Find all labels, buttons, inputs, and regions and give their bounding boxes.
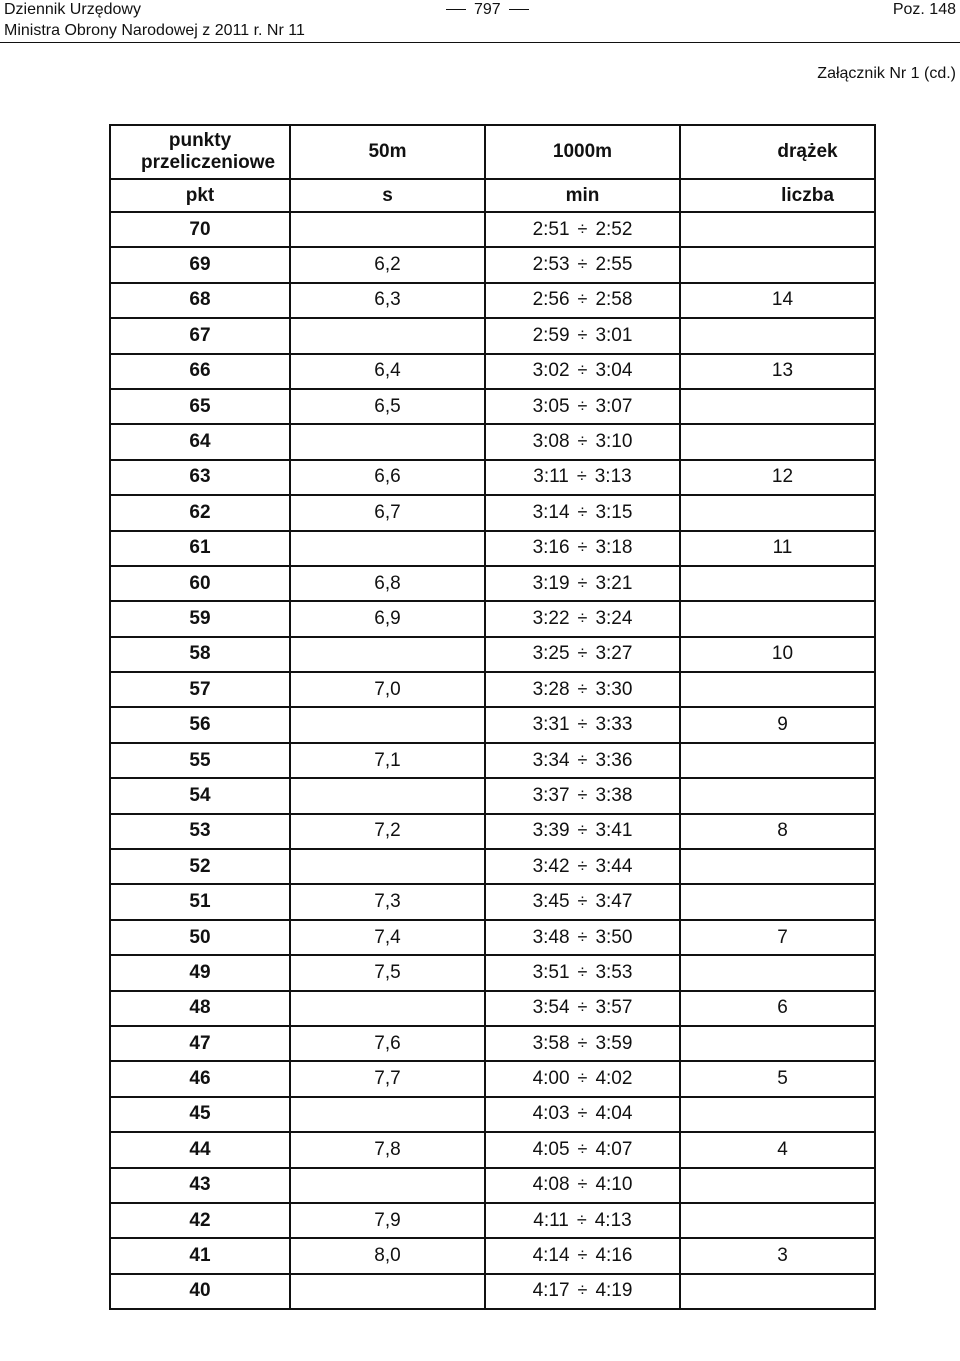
page-number-dash-right [509,9,529,10]
range-to: 2:58 [595,289,633,311]
cell-1000m-range [485,424,680,459]
range-divider-icon: ÷ [577,1280,588,1301]
range-to: 3:33 [595,714,633,736]
table-row [110,495,875,530]
cell-points: 52 [110,849,290,884]
cell-1000m-range [485,1026,680,1061]
range-to: 3:15 [595,501,633,523]
range-to: 4:19 [595,1280,633,1302]
cell-50m-seconds: 7,8 [290,1132,485,1167]
range-from: 3:51 [532,961,570,983]
range-from: 3:14 [532,501,570,523]
cell-50m-seconds: 6,5 [290,389,485,424]
cell-1000m-range [485,354,680,389]
cell-points: 68 [110,283,290,318]
cell-50m-seconds: 7,3 [290,884,485,919]
cell-points: 51 [110,884,290,919]
cell-points: 58 [110,637,290,672]
range-divider-icon: ÷ [577,820,588,841]
cell-points: 59 [110,601,290,636]
table-row [110,1238,875,1273]
cell-1000m-range [485,389,680,424]
range-from: 3:05 [532,395,570,417]
range-divider-icon: ÷ [577,395,588,416]
page-number-block [438,0,537,19]
cell-bar-count [680,1203,875,1238]
cell-1000m-range [485,849,680,884]
range-divider-icon: ÷ [577,360,588,381]
range-from: 4:17 [532,1280,570,1302]
range-from: 3:02 [532,360,570,382]
cell-50m-seconds [290,778,485,813]
range-divider-icon: ÷ [577,891,588,912]
cell-points: 55 [110,743,290,778]
range-to: 3:47 [595,891,633,913]
cell-1000m-range [485,460,680,495]
range-to: 3:36 [595,749,633,771]
range-divider-icon: ÷ [577,749,588,770]
range-from: 2:56 [532,289,570,311]
header-points: punkty przeliczeniowe [110,125,290,179]
cell-1000m-range [485,1203,680,1238]
range-to: 2:52 [595,218,633,240]
cell-1000m-range [485,1132,680,1167]
cell-1000m-range [485,318,680,353]
cell-bar-count [680,1026,875,1061]
range-from: 3:11 [533,466,569,488]
cell-bar-count: 6 [680,991,875,1026]
cell-bar-count [680,212,875,247]
cell-points: 63 [110,460,290,495]
cell-points: 45 [110,1097,290,1132]
cell-50m-seconds [290,1274,485,1309]
range-to: 3:57 [595,997,633,1019]
cell-bar-count [680,672,875,707]
range-to: 3:01 [595,324,633,346]
range-divider-icon: ÷ [577,926,588,947]
cell-points: 57 [110,672,290,707]
cell-points: 40 [110,1274,290,1309]
cell-50m-seconds: 6,4 [290,354,485,389]
table-row [110,1274,875,1309]
cell-points: 60 [110,566,290,601]
cell-1000m-range [485,884,680,919]
cell-50m-seconds [290,212,485,247]
cell-50m-seconds [290,424,485,459]
cell-1000m-range [485,920,680,955]
cell-points: 42 [110,1203,290,1238]
cell-points: 48 [110,991,290,1026]
range-divider-icon: ÷ [576,1209,587,1230]
score-table [109,124,876,1310]
range-to: 3:50 [595,926,633,948]
attachment-label: Załącznik Nr 1 (cd.) [817,65,956,82]
cell-1000m-range [485,212,680,247]
range-to: 3:30 [595,678,633,700]
header-1000m: 1000m [485,125,680,179]
cell-1000m-range [485,601,680,636]
cell-points: 66 [110,354,290,389]
cell-points: 46 [110,1061,290,1096]
range-to: 3:59 [595,1032,633,1054]
cell-1000m-range [485,495,680,530]
cell-points: 44 [110,1132,290,1167]
range-divider-icon: ÷ [577,572,588,593]
range-to: 4:13 [594,1209,632,1231]
range-divider-icon: ÷ [577,607,588,628]
range-divider-icon: ÷ [577,997,588,1018]
range-to: 4:04 [595,1103,633,1125]
range-to: 2:55 [595,254,633,276]
table-row [110,318,875,353]
cell-points: 43 [110,1168,290,1203]
table-row [110,460,875,495]
table-row [110,1097,875,1132]
table-row [110,424,875,459]
range-from: 3:39 [532,820,570,842]
cell-bar-count: 9 [680,707,875,742]
cell-1000m-range [485,672,680,707]
cell-bar-count: 4 [680,1132,875,1167]
range-from: 2:53 [532,254,570,276]
range-to: 3:07 [595,395,633,417]
cell-1000m-range [485,1097,680,1132]
table-row [110,1026,875,1061]
range-divider-icon: ÷ [577,1174,588,1195]
table-row [110,1061,875,1096]
range-to: 3:24 [595,607,633,629]
range-from: 3:16 [532,537,570,559]
cell-1000m-range [485,531,680,566]
cell-points: 65 [110,389,290,424]
range-from: 3:08 [532,431,570,453]
range-to: 4:02 [595,1068,633,1090]
range-from: 3:54 [532,997,570,1019]
cell-1000m-range [485,1168,680,1203]
table-body [110,212,875,1309]
cell-bar-count [680,743,875,778]
header-row [110,125,875,179]
cell-1000m-range [485,814,680,849]
range-to: 3:27 [595,643,633,665]
range-to: 3:41 [595,820,633,842]
cell-bar-count [680,1274,875,1309]
cell-1000m-range [485,247,680,282]
range-to: 4:07 [595,1138,633,1160]
range-to: 3:04 [595,360,633,382]
range-from: 3:58 [532,1032,570,1054]
unit-1000m: min [485,179,680,212]
cell-50m-seconds: 7,2 [290,814,485,849]
cell-points: 69 [110,247,290,282]
range-from: 2:59 [532,324,570,346]
range-to: 3:21 [595,572,633,594]
journal-title: Dziennik Urzędowy [4,1,141,18]
range-from: 4:05 [532,1138,570,1160]
range-divider-icon: ÷ [577,1068,588,1089]
table-row [110,212,875,247]
cell-1000m-range [485,707,680,742]
cell-50m-seconds: 6,7 [290,495,485,530]
header-50m: 50m [290,125,485,179]
cell-50m-seconds [290,318,485,353]
table-row [110,283,875,318]
ministry-title: Ministra Obrony Narodowej z 2011 r. Nr 11 [4,22,305,39]
cell-bar-count: 3 [680,1238,875,1273]
cell-bar-count [680,1097,875,1132]
cell-1000m-range [485,283,680,318]
range-divider-icon: ÷ [577,784,588,805]
cell-bar-count [680,601,875,636]
range-from: 3:45 [532,891,570,913]
table-row [110,778,875,813]
cell-50m-seconds [290,849,485,884]
cell-points: 41 [110,1238,290,1273]
cell-1000m-range [485,1061,680,1096]
table-row [110,814,875,849]
range-to: 3:38 [595,784,633,806]
cell-50m-seconds: 7,7 [290,1061,485,1096]
cell-bar-count: 14 [680,283,875,318]
page-number: 797 [474,1,501,18]
cell-50m-seconds [290,707,485,742]
table-row [110,354,875,389]
table-row [110,849,875,884]
range-divider-icon: ÷ [577,537,588,558]
header-rule [0,42,960,43]
range-to: 4:10 [595,1174,633,1196]
cell-1000m-range [485,955,680,990]
range-divider-icon: ÷ [577,431,588,452]
cell-50m-seconds: 6,2 [290,247,485,282]
table-row [110,531,875,566]
cell-bar-count: 5 [680,1061,875,1096]
cell-points: 64 [110,424,290,459]
range-from: 3:22 [532,607,570,629]
table-row [110,601,875,636]
cell-50m-seconds: 7,6 [290,1026,485,1061]
cell-bar-count [680,389,875,424]
cell-points: 56 [110,707,290,742]
cell-1000m-range [485,566,680,601]
cell-bar-count [680,955,875,990]
range-divider-icon: ÷ [577,289,588,310]
range-divider-icon: ÷ [577,254,588,275]
cell-50m-seconds: 7,4 [290,920,485,955]
range-to: 4:16 [595,1245,633,1267]
page-number-dash-left [446,9,466,10]
cell-50m-seconds: 6,3 [290,283,485,318]
range-from: 4:14 [532,1245,570,1267]
range-from: 3:25 [532,643,570,665]
cell-50m-seconds: 6,8 [290,566,485,601]
cell-bar-count: 13 [680,354,875,389]
cell-bar-count [680,318,875,353]
table-row [110,991,875,1026]
cell-50m-seconds: 7,1 [290,743,485,778]
cell-bar-count [680,884,875,919]
range-to: 3:44 [595,855,633,877]
range-divider-icon: ÷ [577,714,588,735]
cell-50m-seconds: 8,0 [290,1238,485,1273]
cell-1000m-range [485,1238,680,1273]
range-from: 4:08 [532,1174,570,1196]
table-row [110,566,875,601]
range-from: 3:34 [532,749,570,771]
cell-50m-seconds [290,1168,485,1203]
table-row [110,707,875,742]
cell-bar-count [680,1168,875,1203]
cell-bar-count [680,566,875,601]
table-row [110,672,875,707]
range-divider-icon: ÷ [577,678,588,699]
cell-points: 67 [110,318,290,353]
range-from: 3:37 [532,784,570,806]
range-divider-icon: ÷ [577,1138,588,1159]
header-bar: drążek [680,125,875,179]
cell-50m-seconds: 7,5 [290,955,485,990]
cell-bar-count: 8 [680,814,875,849]
cell-bar-count: 7 [680,920,875,955]
cell-1000m-range [485,991,680,1026]
cell-bar-count: 12 [680,460,875,495]
cell-50m-seconds [290,991,485,1026]
unit-bar: liczba [680,179,875,212]
range-to: 3:13 [594,466,632,488]
cell-1000m-range [485,1274,680,1309]
cell-points: 49 [110,955,290,990]
range-from: 4:11 [533,1209,569,1231]
range-from: 3:48 [532,926,570,948]
range-divider-icon: ÷ [577,643,588,664]
range-divider-icon: ÷ [577,324,588,345]
cell-bar-count [680,849,875,884]
cell-bar-count: 10 [680,637,875,672]
cell-bar-count [680,424,875,459]
range-from: 4:00 [532,1068,570,1090]
range-divider-icon: ÷ [577,1032,588,1053]
range-divider-icon: ÷ [576,466,587,487]
position-number: Poz. 148 [892,1,956,18]
cell-bar-count: 11 [680,531,875,566]
cell-bar-count [680,247,875,282]
cell-bar-count [680,778,875,813]
table-row [110,1168,875,1203]
cell-points: 47 [110,1026,290,1061]
cell-1000m-range [485,637,680,672]
range-from: 3:42 [532,855,570,877]
cell-50m-seconds [290,531,485,566]
cell-50m-seconds [290,1097,485,1132]
range-divider-icon: ÷ [577,855,588,876]
cell-1000m-range [485,743,680,778]
cell-50m-seconds: 6,6 [290,460,485,495]
unit-points: pkt [110,179,290,212]
range-to: 3:10 [595,431,633,453]
table-row [110,637,875,672]
table-row [110,884,875,919]
units-row [110,179,875,212]
cell-points: 54 [110,778,290,813]
range-from: 3:31 [532,714,570,736]
cell-50m-seconds: 6,9 [290,601,485,636]
cell-points: 61 [110,531,290,566]
range-to: 3:53 [595,961,633,983]
table-row [110,955,875,990]
range-divider-icon: ÷ [577,501,588,522]
range-to: 3:18 [595,537,633,559]
range-from: 2:51 [532,218,570,240]
range-from: 3:19 [532,572,570,594]
range-divider-icon: ÷ [577,1103,588,1124]
range-divider-icon: ÷ [577,218,588,239]
cell-1000m-range [485,778,680,813]
table-row [110,1203,875,1238]
table-row [110,920,875,955]
range-from: 3:28 [532,678,570,700]
table-row [110,247,875,282]
cell-points: 53 [110,814,290,849]
cell-50m-seconds [290,637,485,672]
table-row [110,743,875,778]
range-divider-icon: ÷ [577,961,588,982]
cell-points: 62 [110,495,290,530]
cell-points: 50 [110,920,290,955]
range-from: 4:03 [532,1103,570,1125]
cell-bar-count [680,495,875,530]
table-row [110,389,875,424]
cell-points: 70 [110,212,290,247]
table-row [110,1132,875,1167]
cell-50m-seconds: 7,0 [290,672,485,707]
unit-50m: s [290,179,485,212]
cell-50m-seconds: 7,9 [290,1203,485,1238]
range-divider-icon: ÷ [577,1245,588,1266]
